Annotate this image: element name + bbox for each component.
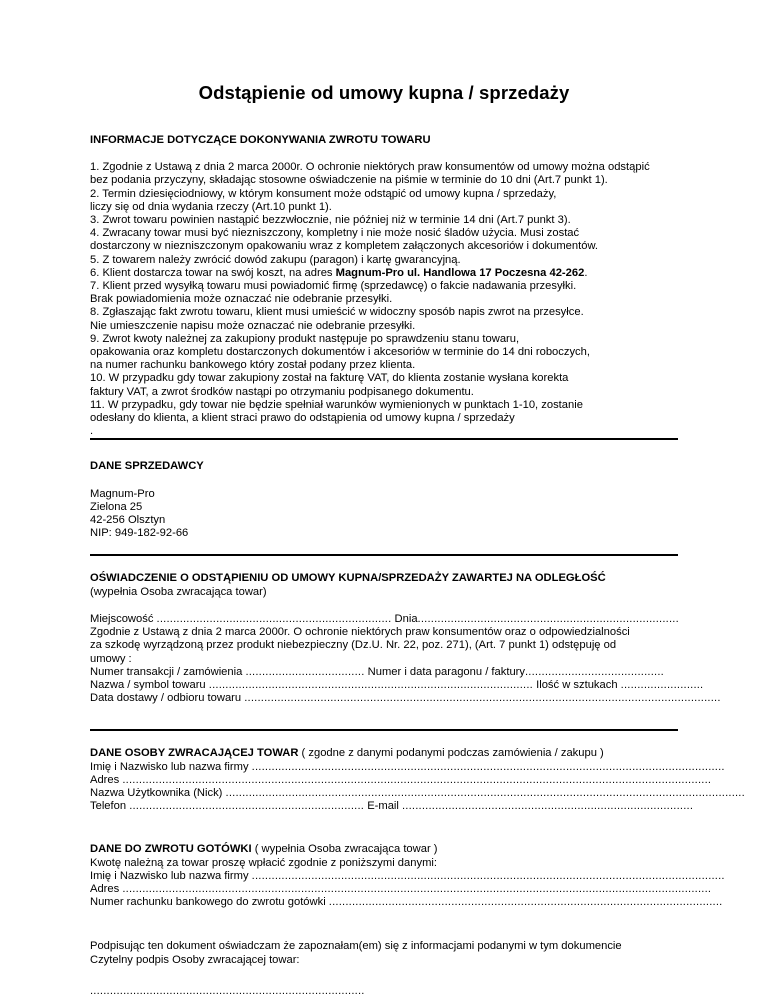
quantity-label: Ilość w sztukach: [536, 678, 618, 691]
cash-intro: Kwotę należną za towar proszę wpłacić zgodnie z poniższymi danymi:: [90, 856, 437, 869]
cash-heading-row: [90, 843, 678, 856]
returner-name-row: [90, 760, 725, 774]
cash-heading: DANE DO ZWROTU GOTÓWKI: [90, 843, 252, 856]
receipt-label: Numer i data paragonu / faktury: [367, 665, 525, 678]
cash-account-label: Numer rachunku bankowego do zwrotu gotówki: [90, 896, 326, 909]
info-line: dostarczony w niezniszczonym opakowaniu wraz z kompletem załączonych akcesoriów i dokumentów.: [90, 240, 599, 253]
returner-form: [90, 760, 745, 814]
delivery-date-field[interactable]: ................................................................................................................................................: [244, 692, 721, 705]
signature-statement: Podpisując ten dokument oświadczam że zapoznałam(em) się z informacjami podanymi w tym dokumencie: [90, 940, 622, 953]
seller-name: Magnum-Pro: [90, 487, 155, 500]
info-line: opakowania oraz kompletu dostarczonych dokumentów i akcesoriów w terminie do 14 dni roboczych,: [90, 346, 590, 359]
product-symbol-field[interactable]: ..................................................................................................: [208, 678, 533, 691]
info-line: 7. Klient przed wysyłką towaru musi powiadomić firmę (sprzedawcę) o fakcie nadawania przesyłki.: [90, 280, 577, 293]
quantity-field[interactable]: .........................: [620, 678, 704, 691]
place-date-row: [90, 613, 678, 626]
info-line-6-prefix: 6. Klient dostarcza towar na swój koszt, na adres: [90, 266, 336, 279]
cash-name-row: [90, 869, 725, 883]
returner-email-label: E-mail: [367, 800, 399, 813]
info-line: 11. W przypadku, gdy towar nie będzie spełniał warunków wymienionych w punktach 1-10, zostanie: [90, 398, 583, 411]
receipt-field[interactable]: ..........................................: [525, 665, 664, 678]
statement-form: [90, 612, 721, 705]
returner-name-field[interactable]: ...............................................................................................................................................: [251, 760, 725, 773]
signature-label: Czytelny podpis Osoby zwracającej towar:: [90, 953, 300, 966]
document-page: [90, 0, 745, 998]
info-line: bez podania przyczyny, składając stosowne oświadczenie na piśmie w terminie do 10 dni (Art.7 punkt 1).: [90, 174, 608, 187]
cash-address-field[interactable]: ..................................................................................................................................................................................: [122, 882, 712, 895]
date-label: Dnia: [394, 612, 418, 625]
info-body: [90, 161, 678, 438]
statement-line: za szkodę wyrządzoną przez produkt niebezpieczny (Dz.U. Nr. 22, poz. 271), (Art. 7 punkt 1) odstępuję od: [90, 639, 617, 652]
place-field[interactable]: .......................................................................: [156, 612, 392, 625]
info-line: Brak powiadomienia może oznaczać nie odebranie przesyłki.: [90, 293, 393, 306]
info-line-6: [90, 267, 678, 280]
info-line: 1. Zgodnie z Ustawą z dnia 2 marca 2000r. O ochronie niektórych praw konsumentów od umowy można odstąpić: [90, 161, 650, 174]
info-line: Nie umieszczenie napisu może oznaczać nie odebranie przesyłki.: [90, 319, 416, 332]
returner-nick-row: [90, 786, 745, 800]
cash-name-label: Imię i Nazwisko lub nazwa firmy: [90, 869, 249, 882]
delivery-row: [90, 692, 721, 705]
transaction-label: Numer transakcji / zamówienia: [90, 665, 243, 678]
returner-address-row: [90, 773, 712, 787]
seller-nip: NIP: 949-182-92-66: [90, 527, 189, 540]
statement-heading: OŚWIADCZENIE O ODSTĄPIENIU OD UMOWY KUPNA/SPRZEDAŻY ZAWARTEJ NA ODLEGŁOŚĆ: [90, 572, 606, 585]
returner-address-field[interactable]: ..................................................................................................................................................................................: [122, 773, 712, 786]
section-divider: [90, 438, 678, 440]
returner-heading: DANE OSOBY ZWRACAJĄCEJ TOWAR: [90, 747, 299, 760]
section-divider: [90, 554, 678, 556]
returner-email-field[interactable]: ........................................................................................: [402, 800, 694, 813]
info-line: 10. W przypadku gdy towar zakupiony został na fakturę VAT, do klienta zostanie wysłana korekta: [90, 372, 569, 385]
returner-phone-field[interactable]: .......................................................................: [129, 800, 365, 813]
transaction-row: [90, 666, 678, 679]
cash-address-label: Adres: [90, 882, 120, 895]
info-line: 2. Termin dziesięciodniowy, w którym konsument może odstąpić od umowy kupna / sprzedaży,: [90, 187, 557, 200]
returner-nick-field[interactable]: .............................................................................................................................................................: [225, 786, 745, 799]
signature-block: [90, 940, 678, 998]
returner-subheading: ( zgodne z danymi podanymi podczas zamówienia / zakupu ): [298, 747, 604, 760]
cash-account-field[interactable]: .......................................................................................................................: [328, 896, 723, 909]
info-line: liczy się od dnia wydania rzeczy (Art.10 punkt 1).: [90, 200, 332, 213]
transaction-field[interactable]: ....................................: [245, 665, 365, 678]
cash-form: [90, 856, 725, 910]
info-heading: INFORMACJE DOTYCZĄCE DOKONYWANIA ZWROTU TOWARU: [90, 134, 431, 146]
product-symbol-label: Nazwa / symbol towaru: [90, 678, 206, 691]
section-divider: [90, 729, 678, 731]
info-line: na numer rachunku bankowego który został podany przez klienta.: [90, 359, 416, 372]
return-address: Magnum-Pro ul. Handlowa 17 Poczesna 42-262: [335, 266, 585, 279]
info-line: 3. Zwrot towaru powinien nastąpić bezzwłocznie, nie później niż w terminie 14 dni (Art.7 punkt 3).: [90, 214, 571, 227]
seller-street: Zielona 25: [90, 500, 143, 513]
info-line: odesłany do klienta, a klient straci prawo do odstąpienia od umowy kupna / sprzedaży: [90, 412, 515, 425]
returner-address-label: Adres: [90, 773, 120, 786]
date-field[interactable]: ...............................................................................: [417, 612, 679, 625]
info-line: 4. Zwracany towar musi być niezniszczony, kompletny i nie może nosić śladów użycia. Musi zostać: [90, 227, 580, 240]
place-label: Miejscowość: [90, 612, 154, 625]
cash-subheading: ( wypełnia Osoba zwracająca towar ): [251, 843, 438, 856]
cash-account-row: [90, 896, 723, 909]
info-line: 8. Zgłaszając fakt zwrotu towaru, klient musi umieścić w widoczny sposób napis zwrot na przesyłce.: [90, 306, 584, 319]
info-line: 9. Zwrot kwoty należnej za zakupiony produkt następuje po sprawdzeniu stanu towaru,: [90, 332, 520, 345]
info-line: 5. Z towarem należy zwrócić dowód zakupu (paragon) i kartę gwarancyjną.: [90, 253, 461, 266]
delivery-date-label: Data dostawy / odbioru towaru: [90, 692, 242, 705]
returner-phone-label: Telefon: [90, 800, 127, 813]
info-line: .: [90, 425, 94, 438]
product-row: [90, 678, 704, 692]
signature-field[interactable]: ...................................................................................: [90, 984, 365, 997]
returner-name-label: Imię i Nazwisko lub nazwa firmy: [90, 760, 249, 773]
seller-heading: DANE SPRZEDAWCY: [90, 460, 204, 473]
statement-line: umowy :: [90, 652, 132, 665]
returner-heading-row: [90, 747, 678, 760]
info-line-6-suffix: .: [584, 266, 588, 279]
seller-details: [90, 488, 678, 541]
statement-line: Zgodnie z Ustawą z dnia 2 marca 2000r. O ochronie niektórych praw konsumentów oraz o odpowiedzialności: [90, 626, 630, 639]
page-title: Odstąpienie od umowy kupna / sprzedaży: [198, 82, 570, 103]
returner-contact-row: [90, 800, 694, 813]
cash-name-field[interactable]: ...............................................................................................................................................: [251, 869, 725, 882]
cash-address-row: [90, 882, 712, 896]
info-line: faktury VAT, a zwrot środków nastąpi po otrzymaniu podpisanego dokumentu.: [90, 385, 474, 398]
returner-nick-label: Nazwa Użytkownika (Nick): [90, 786, 223, 799]
seller-city: 42-256 Olsztyn: [90, 514, 166, 527]
statement-subheading: (wypełnia Osoba zwracająca towar): [90, 585, 267, 598]
